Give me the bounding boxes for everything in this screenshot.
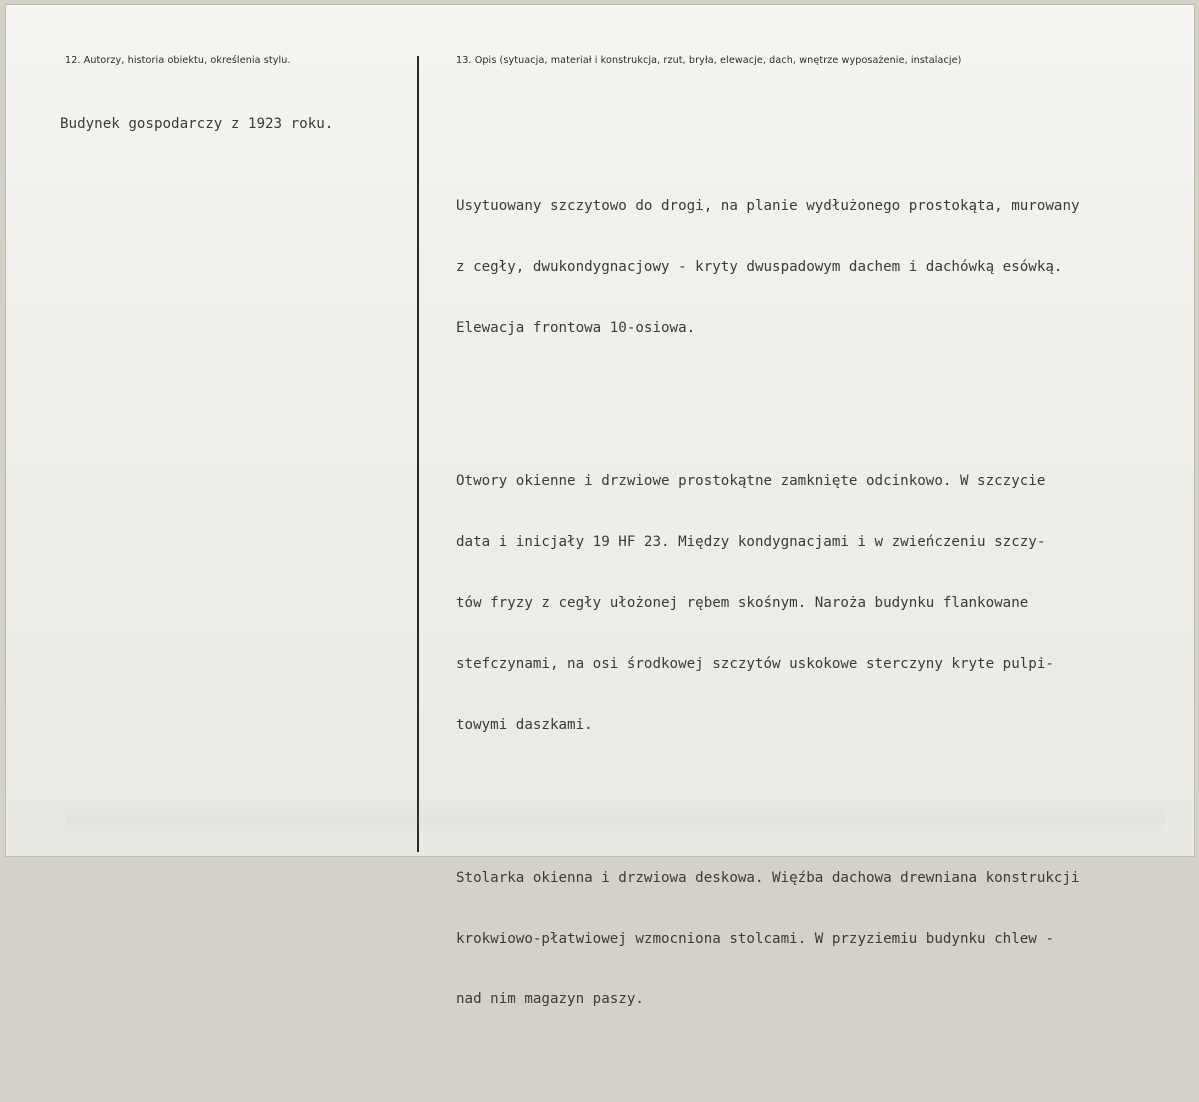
bleed-through-shading [65, 799, 1165, 839]
text-line: tów fryzy z cegły ułożonej rębem skośnym. Naroża budynku flankowane [456, 594, 1029, 611]
column-divider [417, 56, 419, 852]
section-12-text: Budynek gospodarczy z 1923 roku. [60, 116, 334, 132]
text-line: z cegły, dwukondygnacjowy - kryty dwuspadowym dachem i dachówką esówką. [456, 259, 1063, 276]
description-paragraph [456, 430, 1080, 775]
text-line: towymi daszkami. [456, 716, 593, 733]
text-line: data i inicjały 19 HF 23. Między kondygnacjami i w zwieńczeniu szczy- [456, 533, 1046, 550]
text-line: stefczynami, na osi środkowej szczytów uskokowe sterczyny kryte pulpi- [456, 655, 1054, 672]
text-line: krokwiowo-płatwiowej wzmocniona stolcami. W przyziemiu budynku chlew - [456, 930, 1054, 947]
text-line: nad nim magazyn paszy. [456, 991, 644, 1008]
description-paragraph [456, 156, 1080, 379]
text-line: Usytuowany szczytowo do drogi, na planie wydłużonego prostokąta, murowany [456, 198, 1080, 215]
description-paragraph [456, 827, 1080, 1050]
text-line: Elewacja frontowa 10-osiowa. [456, 319, 696, 336]
section-13-description [456, 115, 1080, 1102]
form-sheet [5, 4, 1195, 1008]
text-line: Otwory okienne i drzwiowe prostokątne zamknięte odcinkowo. W szczycie [456, 473, 1046, 490]
text-line: Stolarka okienna i drzwiowa deskowa. Więźba dachowa drewniana konstrukcji [456, 869, 1080, 886]
section-12-header: 12. Autorzy, historia obiektu, określenia stylu. [65, 55, 291, 66]
section-13-header: 13. Opis (sytuacja, materiał i konstrukcja, rzut, bryła, elewacje, dach, wnętrze wyposażenie, instalacje) [456, 55, 962, 66]
